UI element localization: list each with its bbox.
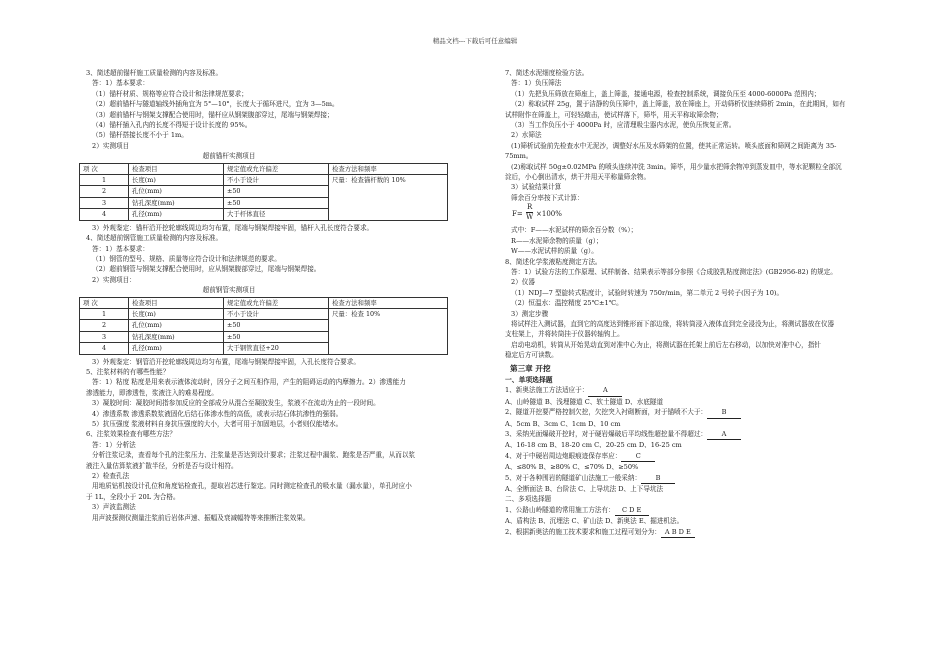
- text-line: 筛余百分率按下式计算：: [511, 193, 584, 202]
- question: [498, 451, 888, 462]
- question: [498, 429, 888, 440]
- question: [498, 407, 888, 418]
- advance-anchor-table: [79, 163, 448, 221]
- formula-rhs: ×100%: [536, 210, 562, 219]
- question-text: 3、采纳光面爆破开挖时，对于硬岩爆破后平均线性超挖量不得超过：: [505, 430, 708, 438]
- table-caption: 超前钢管实测项目: [202, 286, 256, 295]
- table-cell: ±50: [224, 197, 329, 208]
- left-section-anchor-2: [79, 223, 469, 285]
- table-row: [80, 308, 448, 319]
- table-cell: 大于杆体直径: [224, 209, 329, 220]
- text-line: 5）抗压强度 浆液材料自身抗压强度的大小，大者可用于加固地层，小者则仅能堵水。: [92, 420, 343, 428]
- table-cell: 长度(m): [129, 308, 224, 319]
- answer-blank: A: [707, 429, 741, 440]
- table-row: [80, 175, 448, 186]
- page-header: 精品文档---下载后可任意编辑: [432, 37, 518, 45]
- question: [498, 473, 888, 484]
- text-line: 答：1）粘度 粘度是用来表示液体流动时，因分子之间互相作用，产生的阻碍运动的内摩擦力。2）渗透能力: [92, 378, 406, 387]
- text-line: 3）声波监测法: [92, 503, 136, 512]
- text-line: 4）渗透系数 渗透系数浆液固化后结石体渗水性的高低，或表示结石体抗渗性的强弱。: [92, 409, 343, 418]
- table-cell: ±50: [224, 320, 329, 331]
- table-header-cell: 规定值或允许偏差: [224, 163, 329, 174]
- text-line: 3）测定步骤: [511, 309, 549, 318]
- text-line: 3）外观鉴定：钢管沿开挖轮廓线周边均匀布置，尾端与钢架焊接牢固，入孔长度符合要求。: [92, 357, 360, 366]
- text-line: 启动电动机，转筒从开始晃动直到对准中心为止，将测试器在托架上前后左右移动，以加快对准中心，指针: [511, 340, 821, 349]
- text-line: （1）NDJ—7 型旋转式粘度计，试验时转速为 750r/min，第二单元 2 号转子(因子为 10)。: [511, 288, 784, 297]
- table-cell: 孔位(mm): [129, 186, 224, 197]
- table-header-cell: 项 次: [80, 297, 129, 308]
- text-line: 6、注浆效果检查有哪些方法？: [86, 430, 176, 439]
- table-cell: 钻孔深度(mm): [129, 331, 224, 342]
- text-line: 液注入量估算浆液扩散半径，分析是否与设计相符。: [86, 461, 238, 470]
- table-header-cell: 检查项目: [129, 163, 224, 174]
- formula-fraction: [526, 203, 533, 222]
- sieve-formula: [498, 203, 888, 225]
- text-line: 渗透能力，即渗透性，浆液注入的难易程度。: [86, 388, 218, 397]
- text-line: 8、简述化学浆液粘度测定方法。: [505, 257, 602, 266]
- left-section-grout: [79, 357, 469, 524]
- text-line: 试样附作在筛盖上，可轻轻敲击，使试样落下，筛毕，用天平称取筛余物；: [505, 110, 723, 119]
- table-cell: 钻孔深度(mm): [129, 197, 224, 208]
- table-header-cell: 项 次: [80, 163, 129, 174]
- section-single-choice: 一、单项选择题: [505, 375, 553, 384]
- text-line: (2)称取试样 50g±0.02MPa 的喷头连续冲洗 3min。筛毕，用少量水把筛余物冲到蒸发皿中，等水泥颗粒全部沉: [511, 162, 842, 171]
- answer-blank: B: [641, 473, 675, 484]
- text-line: 3）凝胶时间：凝胶时间指参加反应的全部成分从混合至凝胶发生，浆液不在流动为止的一段时间。: [92, 399, 380, 408]
- text-line: 于 1L，全段小于 20L 为合格。: [86, 492, 180, 501]
- text-line: 3）外观鉴定：锚杆沿开挖轮廓线周边均匀布置，尾端与钢架焊接牢固，锚杆入孔长度符合要求。: [92, 223, 374, 232]
- answer-blank: C D E: [615, 505, 649, 516]
- text-line: 淀后，小心倒出清水，烘干并用天平称量筛余物。: [505, 173, 651, 182]
- text-line: （1）先把负压筛放在筛座上，盖上筛盖，接通电源，检查控制系统，调接负压至 4000-6000Pa 范围内；: [511, 89, 821, 98]
- answer-blank: A B D E: [661, 527, 695, 538]
- table-cell: 长度(m): [129, 175, 224, 186]
- table-header-cell: 检查方法和频率: [329, 297, 448, 308]
- text-line: 答：1）基本要求：: [92, 79, 149, 88]
- options: A、16-18 cm B、18-20 cm C、20-25 cm D、16-25 cm: [505, 441, 682, 450]
- table-cell: 大于钢管直径+20: [224, 343, 329, 354]
- chapter-title: 第三章 开挖: [510, 363, 551, 373]
- text-line: 4、简述超前钢管施工质量检测的内容及标准。: [86, 234, 223, 243]
- table-header-cell: 规定值或允许偏差: [224, 297, 329, 308]
- table-cell: ±50: [224, 331, 329, 342]
- text-line: （1）锚杆材质、规格等应符合设计和法律规范要求；: [92, 89, 248, 98]
- text-line: (1)筛析试验前先检查水中无泥沙，调整好水压及水筛架的位置，使其正常运转。喷头底面和筛网之间距离为 35-: [511, 141, 837, 150]
- text-line: 2）检查孔法: [92, 472, 130, 481]
- text-line: （2）恒温水：温控精度 25℃±1℃。: [511, 299, 623, 308]
- question-text: 1、公路山岭隧道的常用施工方法有：: [505, 505, 615, 514]
- left-section-anchor: [79, 68, 469, 151]
- question-text: 4、对于中硬岩周边炮眼痕迹保存率应：: [505, 451, 622, 460]
- table-method-cell: 尺量：检查锚杆数的 10%: [329, 175, 448, 221]
- text-line: 用地质钻机按设计孔位和角度钻检查孔，提取岩芯进行鉴定。同时测定检查孔的吸水量（漏水量），单孔时应小: [92, 482, 412, 491]
- question-text: 5、对于各种围岩的隧道矿山法施工一般采纳：: [505, 473, 642, 482]
- table-header-cell: 检查方法和频率: [329, 163, 448, 174]
- text-line: 稳定后方可读数。: [505, 351, 558, 360]
- question: [498, 385, 888, 396]
- text-line: 3、简述超前锚杆施工质量检测的内容及标准。: [86, 69, 223, 77]
- text-line: 分析注浆记录，查看每个孔的注浆压力、注浆量是否达到设计要求；注浆过程中漏浆、跑浆是否严重，从而以浆: [92, 451, 416, 460]
- single-choice-list: [498, 385, 888, 494]
- text-line: （2）称取试样 25g，置于洁静的负压筛中，盖上筛盖，放在筛座上，开动筛析仪连续筛析 2min，在此期间，如有: [511, 100, 846, 109]
- table-cell: 2: [80, 186, 129, 197]
- text-line: 3）试验结果计算: [511, 183, 562, 192]
- question-text: 2、隧道开挖要严格控制欠挖，欠挖突入衬砌断面，对于锚喷不大于：: [505, 408, 708, 417]
- text-line: 答：1）负压筛法: [511, 79, 562, 88]
- formula-numerator: R: [527, 203, 533, 212]
- options: A、盾构法 B、沉埋法 C、矿山法 D、新奥法 E、掘进机法。: [505, 517, 684, 526]
- text-line: 2）实测项目: [92, 141, 130, 150]
- table-cell: 1: [80, 308, 129, 319]
- options: A、5cm B、3cm C、1cm D、10 cm: [505, 419, 621, 428]
- text-line: R——水泥筛余物的质量（g）；: [511, 236, 603, 245]
- text-line: 2）仪器: [511, 278, 535, 287]
- text-line: （5）锚杆搭接长度不小于 1m。: [92, 131, 188, 140]
- text-line: 7、简述水泥细度检验方法。: [505, 69, 589, 77]
- table-cell: 孔径(mm): [129, 343, 224, 354]
- text-line: 2）实测项目：: [92, 275, 136, 284]
- text-line: 式中：F——水泥试样的筛余百分数（%）；: [511, 226, 638, 235]
- text-line: W——水泥试样的质量（g）。: [511, 247, 598, 256]
- answer-blank: B: [707, 407, 741, 418]
- text-line: 75mm。: [505, 152, 533, 161]
- question-text: 1、新奥法施工方法适应于：: [505, 386, 589, 395]
- section-multi-choice: 二、多项选择题: [505, 495, 552, 504]
- right-column: [498, 68, 888, 538]
- table-cell: 3: [80, 197, 129, 208]
- advance-pipe-table: [79, 297, 448, 355]
- text-line: 将试样注入测试器，直到它的高度达到锥形面下部边缘，将转筒浸入液体直到完全浸没为止，将测试器放在仪器: [511, 319, 835, 328]
- text-line: （4）锚杆插入孔内的长度不得短于设计长度的 95%。: [92, 121, 252, 130]
- options: A、全断面法 B、台阶法 C、上导坑法 D、上下导坑法: [505, 485, 664, 494]
- table-cell: 不小于设计: [224, 175, 329, 186]
- text-line: （2）超前钢管与钢架支撑配合使用时，应从钢架腹部穿过，尾端与钢架焊接。: [92, 265, 321, 274]
- table-caption: 超前锚杆实测项目: [202, 152, 256, 161]
- table-cell: 孔位(mm): [129, 320, 224, 331]
- answer-blank: A: [588, 385, 622, 396]
- right-section-fineness: [498, 68, 888, 203]
- question-text: 2、根据新奥法的施工技术要求和施工过程可划分为：: [505, 527, 661, 536]
- table-cell: 2: [80, 320, 129, 331]
- text-line: （1）钢管的型号、规格、质量等应符合设计和法律规范的要求。: [92, 254, 281, 263]
- table-method-cell: 尺量：检查 10%: [329, 308, 448, 354]
- question: [498, 527, 888, 538]
- table-cell: 4: [80, 343, 129, 354]
- table-cell: ±50: [224, 186, 329, 197]
- table-cell: 不小于设计: [224, 308, 329, 319]
- text-line: 用声波探测仪测量注浆前后岩体声速、振幅及衰减幅特等来推断注浆效果。: [92, 513, 310, 522]
- table-cell: 1: [80, 175, 129, 186]
- left-column: [79, 68, 469, 523]
- text-line: （2）超前锚杆与隧道轴线外插角宜为 5°—10°，长度大于循环进尺，宜为 3—5m。: [92, 100, 339, 109]
- text-line: （3）当工作负压小于 4000Pa 时，应清理吸尘器内水泥，使负压恢复正常。: [511, 121, 736, 130]
- formula-lhs: F=: [512, 210, 523, 219]
- formula-denominator: W: [526, 213, 534, 222]
- text-line: （3）超前锚杆与钢架支撑配合使用时，锚杆应从钢架腹部穿过，尾端与钢架焊接；: [92, 110, 334, 119]
- text-line: 答：1）试验方法的工作原理、试样制备、结果表示等部分参照《合成胶乳粘度测定法》(GB2956-82) 的规定。: [511, 267, 837, 276]
- table-cell: 孔径(mm): [129, 209, 224, 220]
- text-line: 5、注浆材料的有哪些性能？: [86, 367, 170, 376]
- text-line: 2）水筛法: [511, 131, 542, 140]
- options: A、山岭隧道 B、浅埋隧道 C、软土隧道 D、水底隧道: [505, 397, 664, 406]
- options: A、≤80% B、≥80% C、≤70% D、≥50%: [505, 463, 639, 472]
- text-line: 支柱架上，并将转筒挂于仪器转轴钩上。: [505, 330, 624, 339]
- answer-blank: C: [621, 451, 655, 462]
- question: [498, 505, 888, 516]
- text-line: 答：1）基本要求：: [92, 244, 149, 253]
- table-cell: 3: [80, 331, 129, 342]
- table-cell: 4: [80, 209, 129, 220]
- multi-choice-list: [498, 505, 888, 538]
- right-section-viscosity: [498, 225, 888, 360]
- table-header-cell: 检查项目: [129, 297, 224, 308]
- text-line: 答：1）分析法: [92, 440, 136, 449]
